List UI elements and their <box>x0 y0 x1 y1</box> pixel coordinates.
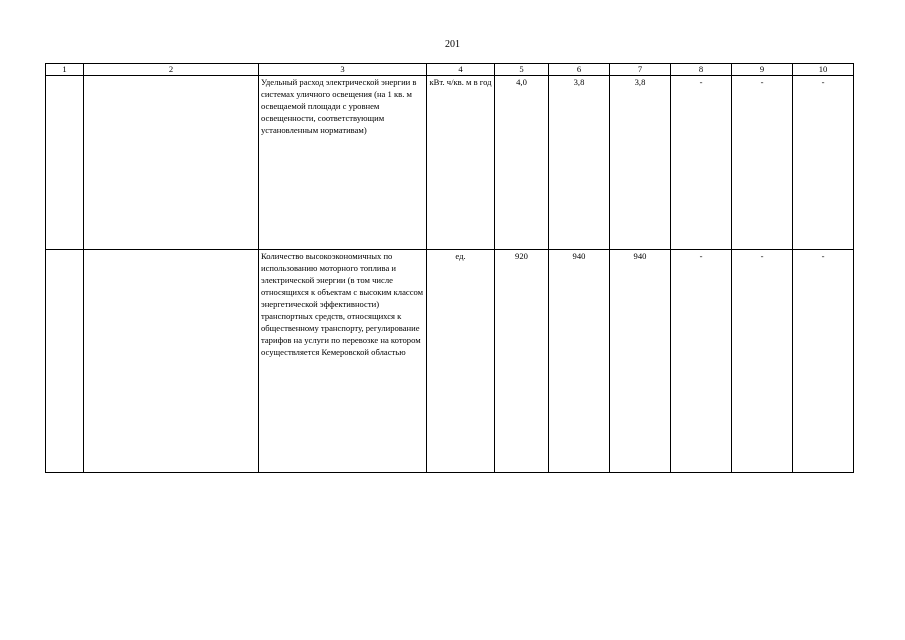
value-cell-10: - <box>793 250 854 473</box>
column-header: 5 <box>495 64 549 76</box>
column-header: 10 <box>793 64 854 76</box>
value-cell-8: - <box>671 76 732 250</box>
column-header: 7 <box>610 64 671 76</box>
table-row <box>46 250 854 473</box>
indicator-name-cell: Удельный расход электрической энергии в системах уличного освещения (на 1 кв. м освещаемой площади с уровнем освещенности, соответствующим установленным нормативам) <box>259 76 427 250</box>
program-cell <box>84 76 259 250</box>
value-cell-9: - <box>732 250 793 473</box>
column-header: 4 <box>427 64 495 76</box>
column-header: 9 <box>732 64 793 76</box>
unit-cell: ед. <box>427 250 495 473</box>
value-cell-6: 940 <box>549 250 610 473</box>
value-cell-6: 3,8 <box>549 76 610 250</box>
table-row <box>46 76 854 250</box>
value-cell-5: 920 <box>495 250 549 473</box>
value-cell-9: - <box>732 76 793 250</box>
unit-cell: кВт. ч/кв. м в год <box>427 76 495 250</box>
column-header: 3 <box>259 64 427 76</box>
value-cell-7: 3,8 <box>610 76 671 250</box>
indicator-name-cell: Количество высокоэкономичных по использованию моторного топлива и электрической энергии (в том числе относящихся к объектам с высоким классом энергетической эффективности) транспортных средств, относящихся к общественному транспорту, регулирование тарифов на услуги по перевозке на котором осуществляется Кемеровской областью <box>259 250 427 473</box>
value-cell-7: 940 <box>610 250 671 473</box>
page-number: 201 <box>445 39 460 50</box>
row-number-cell <box>46 76 84 250</box>
value-cell-8: - <box>671 250 732 473</box>
column-header: 1 <box>46 64 84 76</box>
column-header: 8 <box>671 64 732 76</box>
column-header: 2 <box>84 64 259 76</box>
value-cell-5: 4,0 <box>495 76 549 250</box>
value-cell-10: - <box>793 76 854 250</box>
column-header: 6 <box>549 64 610 76</box>
indicators-table <box>45 63 854 473</box>
program-cell <box>84 250 259 473</box>
column-number-header-row <box>46 64 854 76</box>
row-number-cell <box>46 250 84 473</box>
